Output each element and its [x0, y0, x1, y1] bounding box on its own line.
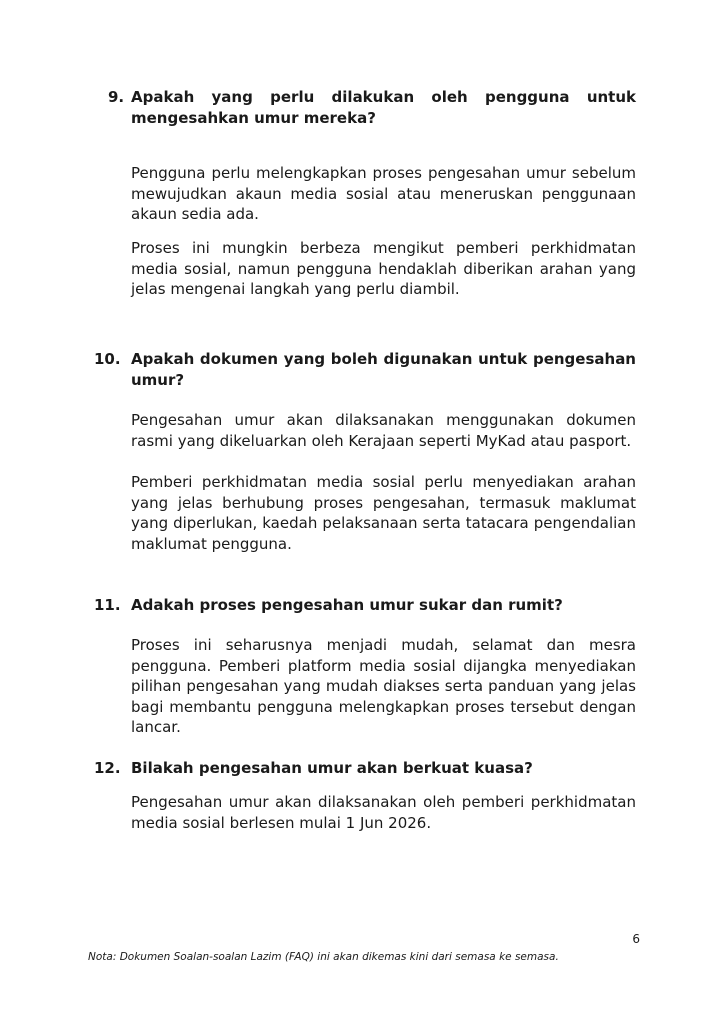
faq-11-question: Adakah proses pengesahan umur sukar dan rumit?: [131, 596, 563, 614]
faq-9-answer-1: Pengguna perlu melengkapkan proses pengesahan umur sebelum mewujudkan akaun media sosial atau meneruskan penggunaan akaun sedia ada.: [131, 164, 636, 223]
faq-9-answer-2: Proses ini mungkin berbeza mengikut pemberi perkhidmatan media sosial, namun pengguna hendaklah diberikan arahan yang jelas mengenai langkah yang perlu diambil.: [131, 239, 636, 298]
faq-12-answer-1: Pengesahan umur akan dilaksanakan oleh pemberi perkhidmatan media sosial berlesen mulai 1 Jun 2026.: [131, 793, 636, 832]
faq-10-answer-2: Pemberi perkhidmatan media sosial perlu menyediakan arahan yang jelas berhubung proses pengesahan, termasuk maklumat yang diperlukan, kaedah pelaksanaan serta tatacara pengendalian maklumat pengguna.: [131, 473, 636, 553]
faq-10-number: 10.: [94, 350, 121, 368]
faq-9-number: 9.: [108, 88, 125, 106]
page-number: 6: [632, 932, 640, 946]
faq-11-answer-1: Proses ini seharusnya menjadi mudah, selamat dan mesra pengguna. Pemberi platform media sosial dijangka menyediakan pilihan pengesahan yang mudah diakses serta panduan yang jelas bagi membantu pengguna melengkapkan proses tersebut dengan lancar.: [131, 636, 636, 736]
footnote: Nota: Dokumen Soalan-soalan Lazim (FAQ) ini akan dikemas kini dari semasa ke semasa.: [88, 951, 559, 963]
faq-9-question: Apakah yang perlu dilakukan oleh pengguna untuk mengesahkan umur mereka?: [131, 88, 636, 127]
faq-12-question: Bilakah pengesahan umur akan berkuat kuasa?: [131, 759, 533, 777]
faq-10-answer-1: Pengesahan umur akan dilaksanakan menggunakan dokumen rasmi yang dikeluarkan oleh Kerajaan seperti MyKad atau pasport.: [131, 411, 636, 450]
faq-12-number: 12.: [94, 759, 121, 777]
faq-10-question: Apakah dokumen yang boleh digunakan untuk pengesahan umur?: [131, 350, 636, 389]
faq-11-number: 11.: [94, 596, 121, 614]
